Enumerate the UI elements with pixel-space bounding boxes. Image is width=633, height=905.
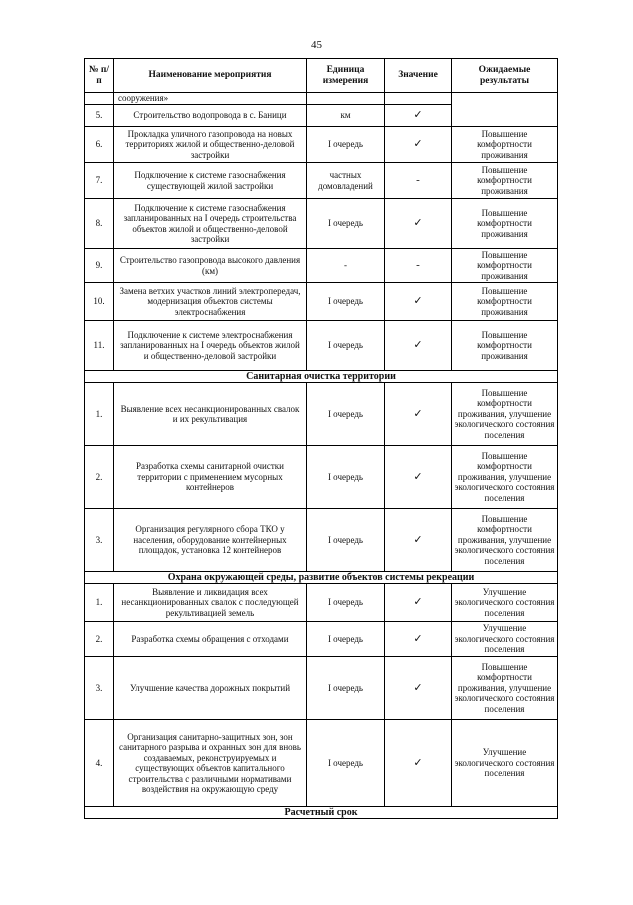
cell-unit: км [307,105,385,127]
table-row [85,163,558,199]
cell-value: ✓ [385,509,452,572]
cell-unit: I очередь [307,720,385,807]
cell-unit: I очередь [307,509,385,572]
table-row [85,249,558,283]
cell-name: Замена ветхих участков линий электропередач, модернизация объектов системы электроснабжения [114,283,307,321]
table-row [85,283,558,321]
cell-name: Строительство газопровода высокого давления (км) [114,249,307,283]
cell-unit: I очередь [307,321,385,371]
cell-num: 2. [85,622,114,657]
section-row [85,371,558,383]
cell-value: ✓ [385,657,452,720]
cell-unit: I очередь [307,283,385,321]
cell-name: Организация санитарно-защитных зон, зон санитарного разрыва и охранных зон для вновь создаваемых, реконструируемых и существующих объектов капитального строительства с различными нормативами воздействия на окружающую среду [114,720,307,807]
cell-result: Повышение комфортности проживания [452,249,558,283]
cell-num: 1. [85,383,114,446]
cell-num: 3. [85,657,114,720]
table-row [85,127,558,163]
table-header-row [85,59,558,93]
cell-result: Повышение комфортности проживания [452,163,558,199]
cell-value: ✓ [385,584,452,622]
section-heading: Расчетный срок [85,807,558,819]
cell-name: Подключение к системе электроснабжения запланированных на I очередь объектов жилой и общественно-деловой застройки [114,321,307,371]
cell-num: 4. [85,720,114,807]
table-row [85,622,558,657]
cell-result: Повышение комфортности проживания, улучшение экологического состояния поселения [452,383,558,446]
table-row [85,446,558,509]
cell-unit: I очередь [307,383,385,446]
table-row [85,199,558,249]
section-row [85,572,558,584]
table-row [85,383,558,446]
cell-result: Повышение комфортности проживания [452,321,558,371]
cell-result: Повышение комфортности проживания, улучшение экологического состояния поселения [452,446,558,509]
cell-result [452,105,558,127]
section-heading: Охрана окружающей среды, развитие объектов системы рекреации [85,572,558,584]
cell-num: 6. [85,127,114,163]
table-row [85,657,558,720]
header-name: Наименование мероприятия [114,59,307,93]
cell-result: Улучшение экологического состояния поселения [452,720,558,807]
cell-unit: - [307,249,385,283]
cell-name: Строительство водопровода в с. Баници [114,105,307,127]
table-row [85,105,558,127]
cell-unit: I очередь [307,199,385,249]
table-row [85,720,558,807]
cell-result: Улучшение экологического состояния поселения [452,622,558,657]
header-result: Ожидаемые результаты [452,59,558,93]
cell-value: ✓ [385,199,452,249]
cell-num: 7. [85,163,114,199]
cell-result: Повышение комфортности проживания, улучшение экологического состояния поселения [452,657,558,720]
cell-result: Улучшение экологического состояния поселения [452,584,558,622]
header-num: № п/п [85,59,114,93]
cell-name: Разработка схемы санитарной очистки территории с применением мусорных контейнеров [114,446,307,509]
cell-name: Выявление и ликвидация всех несанкционированных свалок с последующей рекультивацией земель [114,584,307,622]
cell-num: 5. [85,105,114,127]
section-row [85,807,558,819]
table-row [85,584,558,622]
cell-result: Повышение комфортности проживания, улучшение экологического состояния поселения [452,509,558,572]
cell-value: ✓ [385,321,452,371]
cell-name: Подключение к системе газоснабжения запланированных на I очередь строительства объектов жилой и общественно-деловой застройки [114,199,307,249]
section-heading: Санитарная очистка территории [85,371,558,383]
cell-num: 8. [85,199,114,249]
cell-value: ✓ [385,283,452,321]
cell-num: 9. [85,249,114,283]
cell-value: - [385,163,452,199]
cell-result: Повышение комфортности проживания [452,199,558,249]
cell-name: Улучшение качества дорожных покрытий [114,657,307,720]
cell-result: Повышение комфортности проживания [452,127,558,163]
cell-value: ✓ [385,446,452,509]
cell-name: Выявление всех несанкционированных свалок и их рекультивация [114,383,307,446]
header-value: Значение [385,59,452,93]
cell-value: - [385,249,452,283]
cell-result: Повышение комфортности проживания [452,283,558,321]
cell-unit: I очередь [307,657,385,720]
cell-unit: I очередь [307,446,385,509]
measures-table [84,58,558,819]
header-unit: Единица измерения [307,59,385,93]
cell-unit: I очередь [307,127,385,163]
cell-num: 11. [85,321,114,371]
cell-name: Подключение к системе газоснабжения существующей жилой застройки [114,163,307,199]
cell-value: ✓ [385,105,452,127]
cell-unit: I очередь [307,622,385,657]
page-number: 45 [311,39,322,51]
cell-name: сооружения» [114,93,307,105]
cell-value: ✓ [385,720,452,807]
cell-name: Прокладка уличного газопровода на новых территориях жилой и общественно-деловой застройки [114,127,307,163]
cell-name: Организация регулярного сбора ТКО у населения, оборудование контейнерных площадок, установка 12 контейнеров [114,509,307,572]
cell-num: 1. [85,584,114,622]
cell-value: ✓ [385,127,452,163]
table-row [85,509,558,572]
cell-unit: частных домовладений [307,163,385,199]
cell-value: ✓ [385,622,452,657]
cell-num: 2. [85,446,114,509]
table-row [85,93,558,105]
cell-num: 10. [85,283,114,321]
cell-unit: I очередь [307,584,385,622]
cell-value: ✓ [385,383,452,446]
cell-name: Разработка схемы обращения с отходами [114,622,307,657]
table-row [85,321,558,371]
cell-num: 3. [85,509,114,572]
